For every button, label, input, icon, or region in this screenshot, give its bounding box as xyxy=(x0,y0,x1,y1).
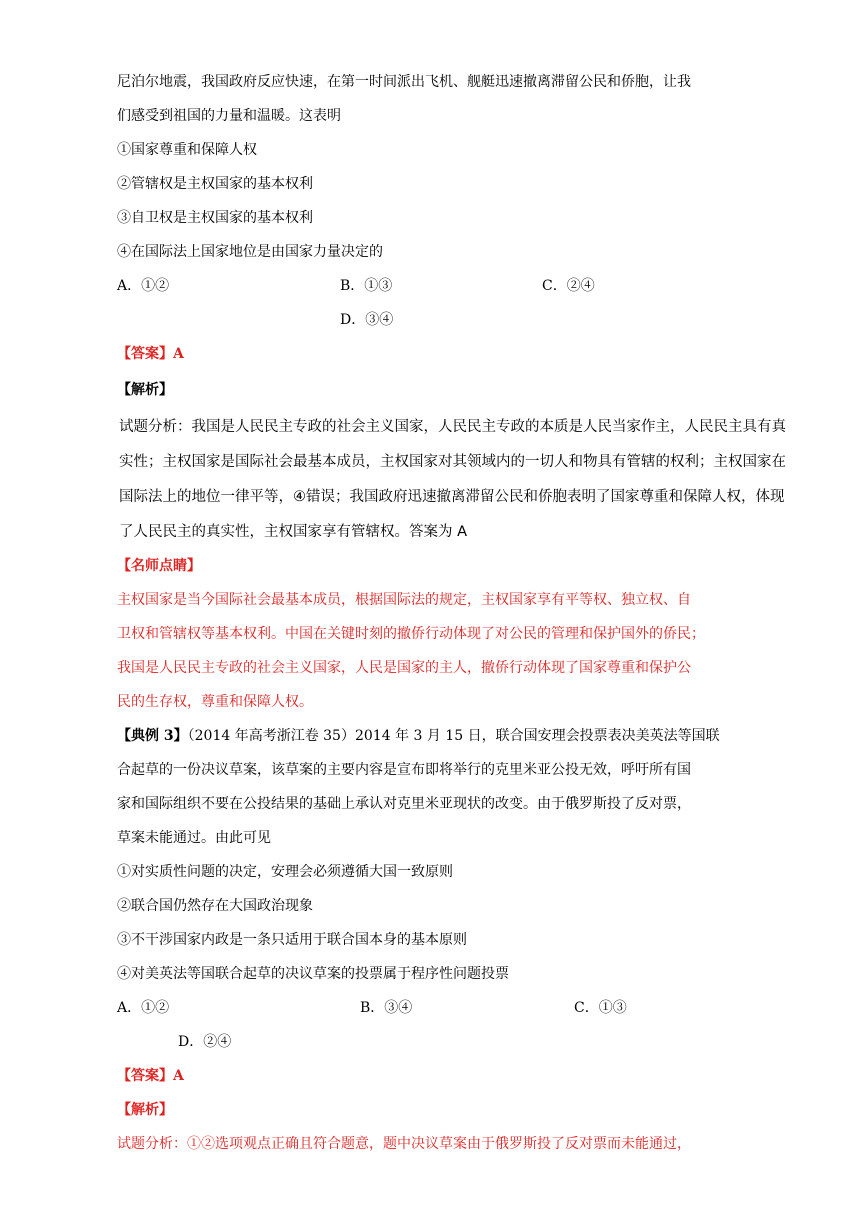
q2-statement-1: ①国家尊重和保障人权 xyxy=(117,142,257,158)
q3-stem-line-2: 合起草的一份决议草案，该草案的主要内容是宣布即将举行的克里米亚公投无效，呼吁所有国 xyxy=(117,762,691,778)
q3-statement-2: ②联合国仍然存在大国政治现象 xyxy=(117,898,313,914)
q3-statement-4: ④对美英法等国联合起草的决议草案的投票属于程序性问题投票 xyxy=(117,966,509,982)
q2-analysis-heading: 【解析】 xyxy=(117,382,173,398)
q3-stem-line-4: 草案未能通过。由此可见 xyxy=(117,830,271,846)
q3-label: 【典例 3】 xyxy=(117,728,188,744)
q3-statement-3: ③不干涉国家内政是一条只适用于联合国本身的基本原则 xyxy=(117,932,467,948)
q2-option-c: C．②④ xyxy=(542,278,595,294)
q2-tip-line-3: 我国是人民民主专政的社会主义国家，人民是国家的主人，撤侨行动体现了国家尊重和保护公 xyxy=(117,660,691,676)
q3-stem-line-1 xyxy=(117,726,720,746)
q3-option-d: D．②④ xyxy=(178,1034,232,1050)
q3-answer: 【答案】A xyxy=(117,1068,184,1084)
q2-analysis-line-4: 了人民民主的真实性，主权国家享有管辖权。答案为 A xyxy=(119,524,468,540)
q3-option-b: B．③④ xyxy=(360,1000,413,1016)
q3-stem-text-1: （2014 年高考浙江卷 35）2014 年 3 月 15 日，联合国安理会投票表决美英法等国联 xyxy=(187,728,720,744)
q2-statement-4: ④在国际法上国家地位是由国家力量决定的 xyxy=(117,244,383,260)
q2-tip-line-4: 民的生存权，尊重和保障人权。 xyxy=(117,694,313,710)
q3-option-c: C．①③ xyxy=(574,1000,627,1016)
q2-tip-line-2: 卫权和管辖权等基本权利。中国在关键时刻的撤侨行动体现了对公民的管理和保护国外的侨民； xyxy=(117,626,705,642)
q2-analysis-line-3: 国际法上的地位一律平等，④错误；我国政府迅速撤离滞留公民和侨胞表明了国家尊重和保障人权，体现 xyxy=(119,489,785,505)
q3-analysis-line-1: 试题分析：①②选项观点正确且符合题意，题中决议草案由于俄罗斯投了反对票而未能通过， xyxy=(117,1136,691,1152)
q3-stem-line-3: 家和国际组织不要在公投结果的基础上承认对克里米亚现状的改变。由于俄罗斯投了反对票， xyxy=(117,796,691,812)
q2-analysis-line-1: 试题分析：我国是人民民主专政的社会主义国家，人民民主专政的本质是人民当家作主，人民民主具有真 xyxy=(119,419,786,435)
q3-statement-1: ①对实质性问题的决定，安理会必须遵循大国一致原则 xyxy=(117,864,453,880)
q2-stem-line-1: 尼泊尔地震，我国政府反应快速，在第一时间派出飞机、舰艇迅速撤离滞留公民和侨胞，让我 xyxy=(117,74,691,90)
q2-option-b: B．①③ xyxy=(340,278,393,294)
q2-option-a: A．①② xyxy=(117,278,170,294)
q2-tip-heading: 【名师点睛】 xyxy=(117,558,201,574)
q3-analysis-heading: 【解析】 xyxy=(117,1102,173,1118)
q3-option-a: A．①② xyxy=(117,1000,170,1016)
q2-statement-3: ③自卫权是主权国家的基本权利 xyxy=(117,210,313,226)
q2-analysis-line-2: 实性；主权国家是国际社会最基本成员，主权国家对其领域内的一切人和物具有管辖的权利；主权国家在 xyxy=(119,454,786,470)
q2-option-d: D．③④ xyxy=(340,312,394,328)
q2-answer: 【答案】A xyxy=(117,346,184,362)
q2-tip-line-1: 主权国家是当今国际社会最基本成员，根据国际法的规定，主权国家享有平等权、独立权、自 xyxy=(117,592,691,608)
q2-stem-line-2: 们感受到祖国的力量和温暖。这表明 xyxy=(117,108,341,124)
q2-statement-2: ②管辖权是主权国家的基本权利 xyxy=(117,176,313,192)
